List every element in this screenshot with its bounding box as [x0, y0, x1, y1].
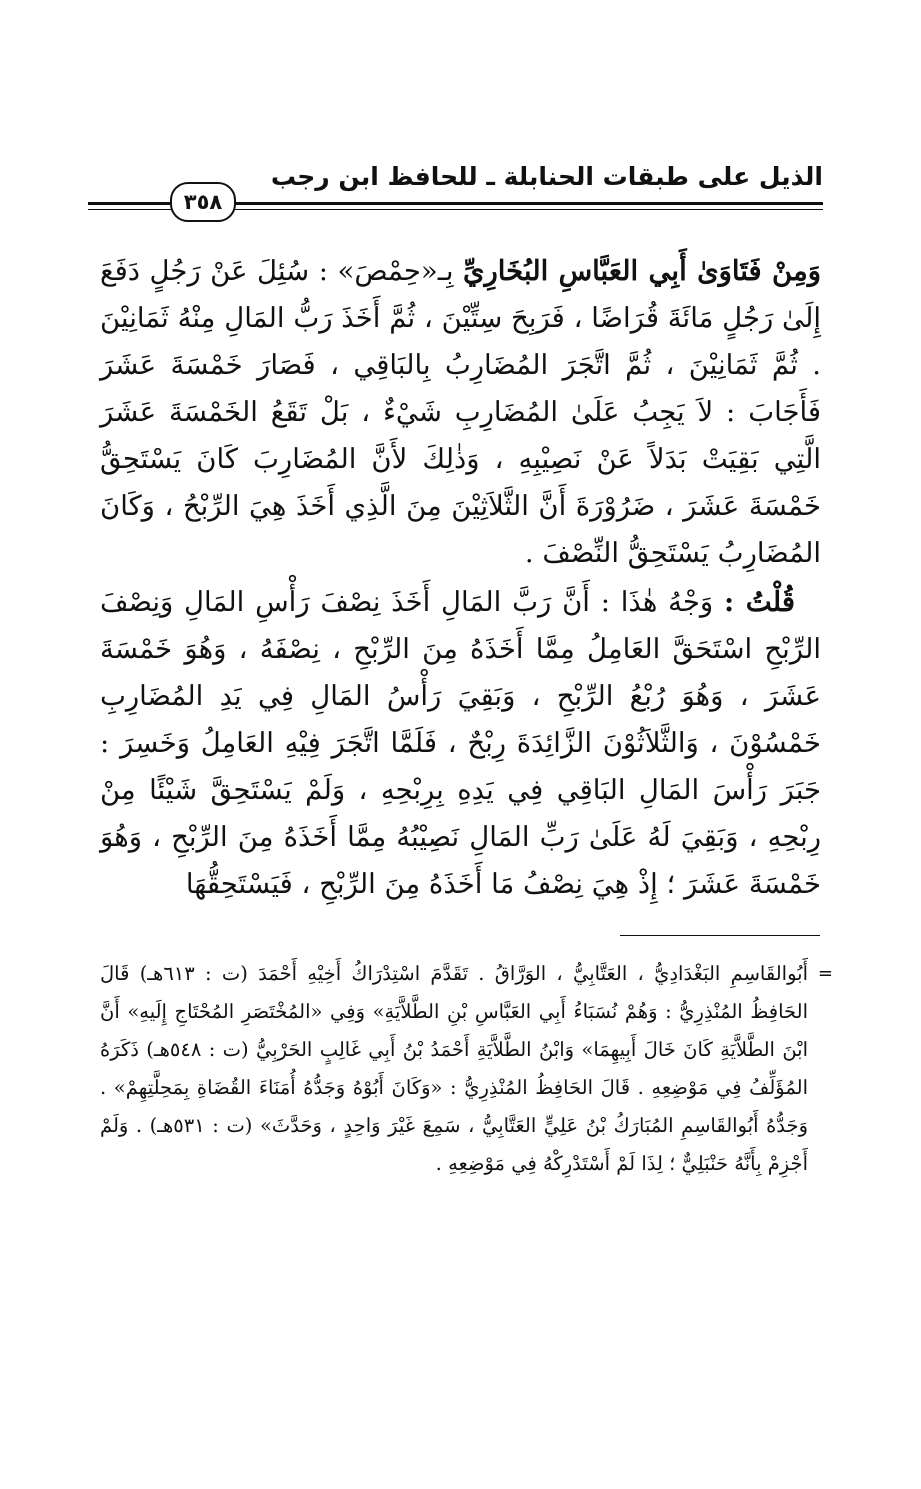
main-text [100, 248, 821, 908]
footnote-separator [620, 935, 820, 936]
footnote-continuation-marker: = [817, 963, 833, 984]
paragraph-lead: وَمِنْ فَتَاوَىٰ أَبِي العَبَّاسِ البُخَارِيِّ [463, 255, 821, 287]
page-number: ٣٥٨ [170, 182, 236, 222]
paragraph-fatwa [100, 248, 821, 577]
paragraph-body: وَجْهُ هٰذَا : أَنَّ رَبَّ المَالِ أَخَذَ نِصْفَ رَأْسِ المَالِ وَنِصْفَ الرِّبْحِ اسْتَحَقَّ العَامِلُ مِمَّا أَخَذَهُ مِنَ الرِّبْحِ ، نِصْفَهُ ، وَهُوَ خَمْسَةَ عَشَرَ ، وَهُوَ رُبْعُ الرِّبْحِ ، وَبَقِيَ رَأْسُ المَالِ فِي يَدِ المُضَارِبِ خَمْسُوْنَ ، وَالثَّلاَثُوْنَ الزَّائِدَةَ رِبْحٌ ، فَلَمَّا اتَّجَرَ فِيْهِ العَامِلُ وَخَسِرَ : جَبَرَ رَأْسَ المَالِ البَاقِي فِي يَدِهِ بِرِبْحِهِ ، وَلَمْ يَسْتَحِقَّ شَيْئًا مِنْ رِبْحِهِ ، وَبَقِيَ لَهُ عَلَىٰ رَبِّ المَالِ نَصِيْبُهُ مِمَّا أَخَذَهُ مِنَ الرِّبْحِ ، وَهُوَ خَمْسَةَ عَشَرَ ؛ إِذْ هِيَ نِصْفُ مَا أَخَذَهُ مِنَ الرِّبْحِ ، فَيَسْتَحِقُّهَا [100, 586, 821, 900]
paragraph-comment [100, 579, 821, 908]
paragraph-body: بِـ«حِمْصَ» : سُئِلَ عَنْ رَجُلٍ دَفَعَ إِلَىٰ رَجُلٍ مَائَةَ قُرَاضًا ، فَرَبِحَ سِتِّيْنَ ، ثُمَّ أَخَذَ رَبُّ المَالِ مِنْهُ ثَمَانِيْنَ . ثُمَّ ثَمَانِيْنَ ، ثُمَّ اتَّجَرَ المُضَارِبُ بِالبَاقِي ، فَصَارَ خَمْسَةَ عَشَرَ فَأَجَابَ : لاَ يَجِبُ عَلَىٰ المُضَارِبِ شَيْءٌ ، بَلْ تَقَعُ الخَمْسَةَ عَشَرَ الَّتِي بَقِيَتْ بَدَلاً عَنْ نَصِيْبِهِ ، وَذٰلِكَ لأَنَّ المُضَارِبَ كَانَ يَسْتَحِقُّ خَمْسَةَ عَشَرَ ، ضَرُوْرَةَ أَنَّ الثَّلاَثِيْنَ مِنَ الَّذِي أَخَذَ هِيَ الرِّبْحُ ، وَكَانَ المُضَارِبُ يَسْتَحِقُّ النِّصْفَ . [100, 255, 821, 569]
paragraph-lead: قُلْتُ : [723, 586, 795, 618]
footnote: أَبُوالقَاسِمِ البَغْدَادِيُّ ، العَتَّابِيُّ ، الوَرَّاقُ . تَقَدَّمَ اسْتِدْرَاكُ أَخِيْهِ أَحْمَدَ (ت : ٦١٣هـ) قَالَ الحَافِظُ المُنْذِرِيُّ : وَهُمْ نُسَبَاءُ أَبِي العَبَّاسِ بْنِ الطَّلاَّيَةِ» وَفِي «المُخْتَصَرِ المُحْتَاجِ إِلَيهِ» أَنَّ ابْنَ الطَّلاَّيَةِ كَانَ خَالَ أَبِيهِمَا» وَابْنُ الطَّلاَّيَةِ أَحْمَدُ بْنُ أَبِي غَالِبٍ الحَرْبِيُّ (ت : ٥٤٨هـ) ذَكَرَهُ المُؤَلِّفُ فِي مَوْضِعِهِ . قَالَ الحَافِظُ المُنْذِرِيُّ : «وَكَانَ أَبُوْهُ وَجَدُّهُ أُمَنَاءَ القُضَاةِ بِمَحِلَّتِهِمْ» . وَجَدُّهُ أَبُوالقَاسِمِ المُبَارَكُ بْنُ عَلِيٍّ العَتَّابِيُّ ، سَمِعَ غَيْرَ وَاحِدٍ ، وَحَدَّثَ» (ت : ٥٣١هـ) . وَلَمْ أَجْزِمْ بِأَنَّهُ حَنْبَلِيٌّ ؛ لِذَا لَمْ أَسْتَدْرِكْهُ فِي مَوْضِعِهِ . [100, 962, 809, 1175]
page-header [88, 160, 823, 230]
running-title: الذيل على طبقات الحنابلة ـ للحافظ ابن رجب [270, 162, 823, 191]
